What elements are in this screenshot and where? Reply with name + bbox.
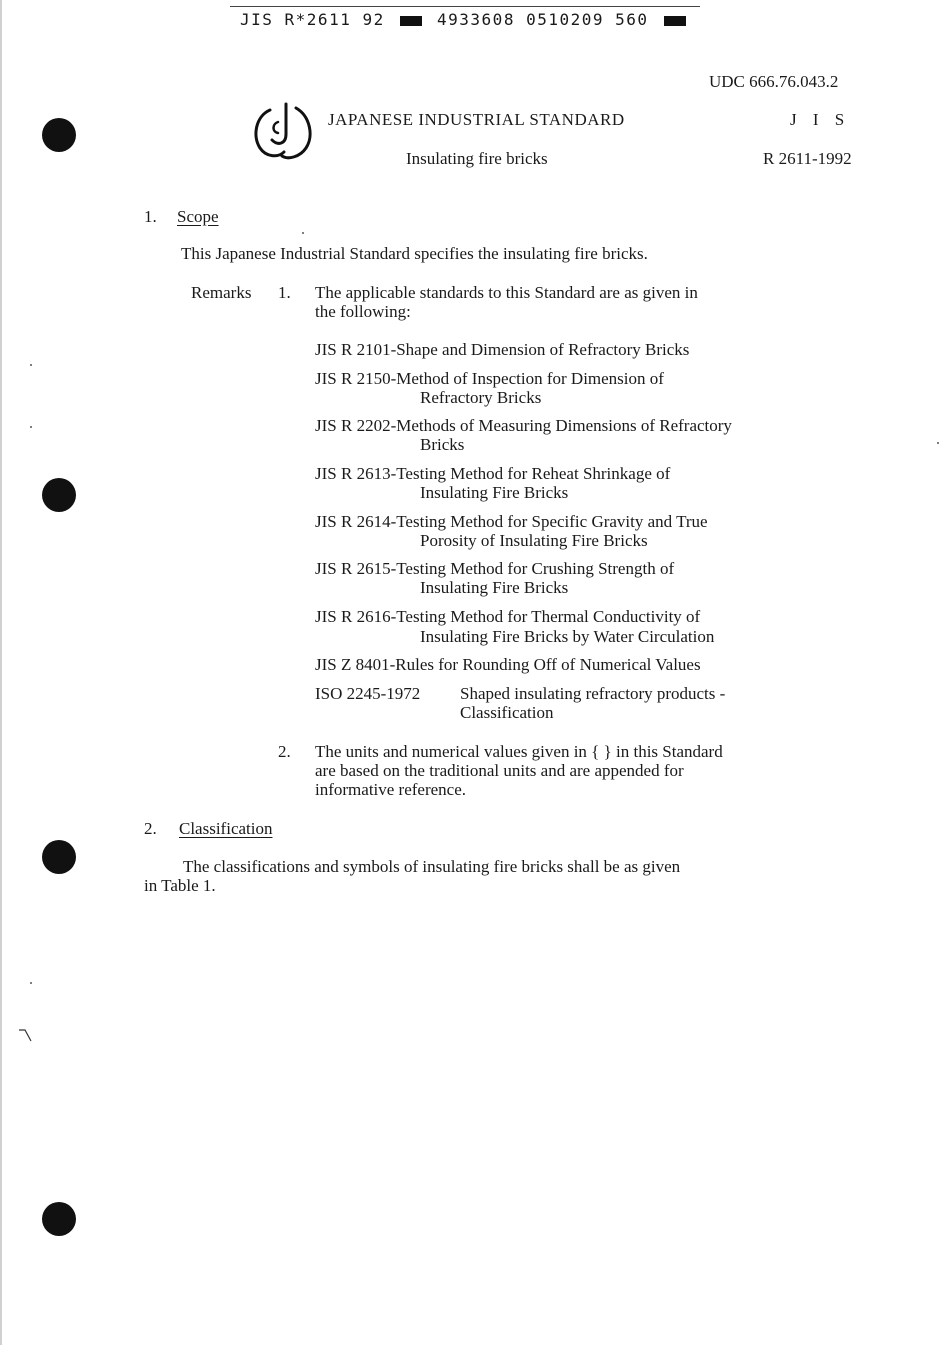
ref-jis-r-2101: JIS R 2101-Shape and Dimension of Refractory Bricks xyxy=(315,340,690,359)
stray-mark xyxy=(937,442,939,444)
jis-logo-icon xyxy=(250,100,316,164)
ref-jis-r-2615: JIS R 2615-Testing Method for Crushing Strength of xyxy=(315,559,675,578)
section-1-heading: Scope xyxy=(177,207,219,226)
ref-iso-line1: Shaped insulating refractory products - xyxy=(460,684,726,703)
remark-2-line1: The units and numerical values given in { } in this Standard xyxy=(315,742,723,761)
stray-mark xyxy=(30,426,32,428)
punch-hole-2 xyxy=(42,478,76,512)
punch-hole-3 xyxy=(42,840,76,874)
ref-jis-r-2202: JIS R 2202-Methods of Measuring Dimensions of Refractory xyxy=(315,416,732,435)
ref-jis-r-2614-cont: Porosity of Insulating Fire Bricks xyxy=(420,531,648,550)
ref-iso-line2: Classification xyxy=(460,703,554,722)
ref-jis-r-2613-cont: Insulating Fire Bricks xyxy=(420,483,569,502)
punch-hole-1 xyxy=(42,118,76,152)
code-part-2: 4933608 0510209 560 xyxy=(437,10,649,29)
ref-jis-r-2613: JIS R 2613-Testing Method for Reheat Shrinkage of xyxy=(315,464,671,483)
jis-number: R 2611-1992 xyxy=(763,149,852,168)
classification-line2: in Table 1. xyxy=(144,876,216,895)
stray-mark xyxy=(302,232,304,234)
code-part-1: JIS R*2611 92 xyxy=(240,10,385,29)
remark-2-line3: informative reference. xyxy=(315,780,467,799)
stray-mark xyxy=(30,364,32,366)
ref-jis-r-2150-cont: Refractory Bricks xyxy=(420,388,542,407)
document-title: JAPANESE INDUSTRIAL STANDARD xyxy=(328,110,625,129)
stray-mark xyxy=(30,982,32,984)
udc-number: UDC 666.76.043.2 xyxy=(709,72,839,91)
ref-iso-code: ISO 2245-1972 xyxy=(315,684,421,703)
scope-intro: This Japanese Industrial Standard specifies the insulating fire bricks. xyxy=(181,244,648,263)
section-2-number: 2. xyxy=(144,819,157,838)
ref-jis-r-2614: JIS R 2614-Testing Method for Specific Gravity and True xyxy=(315,512,708,531)
remark-2-number: 2. xyxy=(278,742,291,761)
ref-jis-r-2616-cont: Insulating Fire Bricks by Water Circulation xyxy=(420,627,715,646)
black-block-mark xyxy=(400,16,422,26)
document-code-header xyxy=(240,10,690,29)
remark-2-line2: are based on the traditional units and are appended for xyxy=(315,761,684,780)
classification-line1: The classifications and symbols of insulating fire bricks shall be as given xyxy=(183,857,681,876)
document-subtitle: Insulating fire bricks xyxy=(406,149,548,168)
page-edge-line xyxy=(0,0,2,1345)
remark-1-line2: the following: xyxy=(315,302,411,321)
section-2-heading: Classification xyxy=(179,819,273,838)
black-block-mark-end xyxy=(664,16,686,26)
ref-jis-z-8401: JIS Z 8401-Rules for Rounding Off of Numerical Values xyxy=(315,655,701,674)
jis-mark: J I S xyxy=(790,110,851,129)
remark-1-line1: The applicable standards to this Standard are as given in xyxy=(315,283,698,302)
ref-jis-r-2202-cont: Bricks xyxy=(420,435,465,454)
header-rule xyxy=(230,6,700,7)
stray-scribble xyxy=(18,1028,34,1044)
section-1-number: 1. xyxy=(144,207,157,226)
remarks-label: Remarks xyxy=(191,283,252,302)
punch-hole-4 xyxy=(42,1202,76,1236)
ref-jis-r-2615-cont: Insulating Fire Bricks xyxy=(420,578,569,597)
ref-jis-r-2150: JIS R 2150-Method of Inspection for Dimension of xyxy=(315,369,664,388)
ref-jis-r-2616: JIS R 2616-Testing Method for Thermal Conductivity of xyxy=(315,607,701,626)
remark-1-number: 1. xyxy=(278,283,291,302)
